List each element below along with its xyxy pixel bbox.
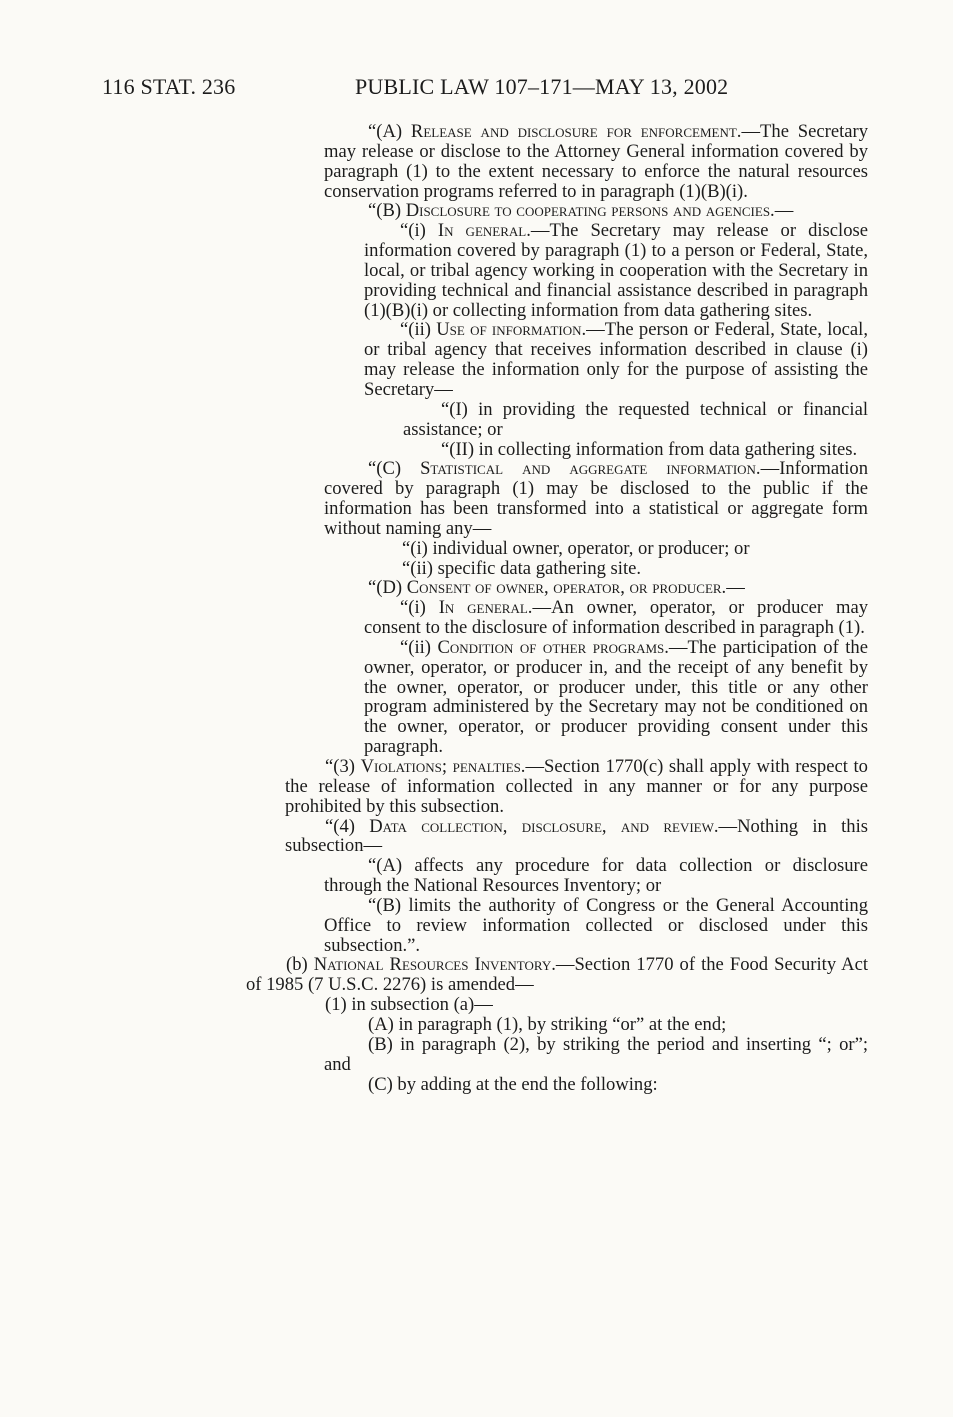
paragraph-d-consent: “(D) Consent of owner, operator, or producer.— xyxy=(368,577,745,599)
amendment-a-striking-or: (A) in paragraph (1), by striking “or” at the end; xyxy=(368,1013,727,1035)
paragraph-4-data-collection: “(4) Data collection, disclosure, and review.—Nothing in this subsection— xyxy=(285,815,868,857)
clause-b-ii-use: “(ii) Use of information.—The person or Federal, State, local, or tribal agency that receives information described in clause (i) may release the information only for the purpose of assisting the Secretary— xyxy=(364,319,868,400)
clause-d-i-in-general: “(i) In general.—An owner, operator, or producer may consent to the disclosure of information described in paragraph (1). xyxy=(364,597,868,639)
clause-4-a-affects: “(A) affects any procedure for data collection or disclosure through the National Resources Inventory; or xyxy=(324,855,868,897)
amendment-1-subsection-a: (1) in subsection (a)— xyxy=(325,994,493,1016)
paragraph-b-disclosure: “(B) Disclosure to cooperating persons and agencies.— xyxy=(368,200,794,222)
document-body xyxy=(0,122,953,1094)
clause-c-ii-site: “(ii) specific data gathering site. xyxy=(402,557,642,579)
paragraph-c-statistical: “(C) Statistical and aggregate information.—Information covered by paragraph (1) may be disclosed to the public if the information has been transformed into a statistical or aggregate form without naming any— xyxy=(324,458,868,539)
amendment-c-adding: (C) by adding at the end the following: xyxy=(368,1073,658,1095)
paragraph-3-violations: “(3) Violations; penalties.—Section 1770(c) shall apply with respect to the release of information collected in any manner or for any purpose prohibited by this subsection. xyxy=(285,756,868,817)
clause-c-i-owner: “(i) individual owner, operator, or producer; or xyxy=(402,537,750,559)
amendment-b-striking-period: (B) in paragraph (2), by striking the period and inserting “; or”; and xyxy=(324,1033,868,1075)
clause-d-ii-condition: “(ii) Condition of other programs.—The participation of the owner, operator, or producer in, and the receipt of any benefit by the owner, operator, or producer under, this title or any other program administered by the Secretary may not be conditioned on the owner, operator, or producer providing consent under this paragraph. xyxy=(364,636,868,758)
subclause-ii-collecting: “(II) in collecting information from data gathering sites. xyxy=(441,438,858,460)
subsection-b-national-resources: (b) National Resources Inventory.—Section 1770 of the Food Security Act of 1985 (7 U.S.C. 2276) is amended— xyxy=(246,954,868,996)
clause-b-i-in-general: “(i) In general.—The Secretary may release or disclose information covered by paragraph (1) to a person or Federal, State, local, or tribal agency working in cooperation with the Secretary in providing technical and financial assistance described in paragraph (1)(B)(i) or collecting information from data gathering sites. xyxy=(364,220,869,321)
running-header-title: PUBLIC LAW 107–171—MAY 13, 2002 xyxy=(355,74,729,99)
statute-page-number: 116 STAT. 236 xyxy=(102,74,236,99)
subclause-i-assistance: “(I) in providing the requested technical or financial assistance; or xyxy=(403,398,868,440)
paragraph-a-release: “(A) Release and disclosure for enforcement.—The Secretary may release or disclose to the Attorney General information covered by paragraph (1) to the extent necessary to enforce the natural resources conservation programs referred to in paragraph (1)(B)(i). xyxy=(324,121,869,202)
clause-4-b-limits: “(B) limits the authority of Congress or the General Accounting Office to review information collected or disclosed under this subsection.”. xyxy=(324,894,868,956)
